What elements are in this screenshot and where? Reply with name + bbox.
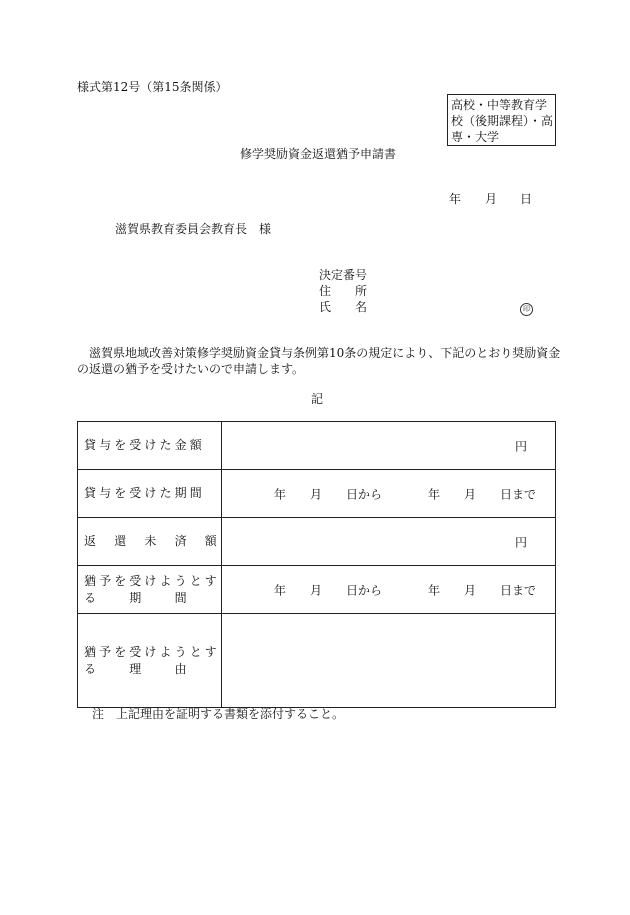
table-row [78, 518, 556, 566]
ki-heading: 記 [311, 392, 324, 406]
name-label: 氏 名 [319, 300, 368, 314]
date-year: 年 [449, 192, 462, 206]
yen-unit: 円 [514, 535, 527, 549]
table-row [78, 422, 556, 470]
table-row [78, 470, 556, 518]
period-from: 年 月 日から [274, 583, 383, 597]
decision-number-label: 決定番号 [319, 268, 368, 282]
table-row [78, 566, 556, 614]
table-row [78, 614, 556, 708]
body-text-line: の返還の猶予を受けたいので申請します。 [77, 362, 305, 376]
form-number: 様式第12号（第15条関係） [77, 80, 228, 94]
addressee: 滋賀県教育委員会教育長 様 [115, 222, 272, 236]
date-month: 月 [485, 192, 498, 206]
address-label: 住 所 [319, 284, 368, 298]
seal-icon: 印 [520, 303, 533, 316]
school-type-line: 専・大学 [451, 130, 500, 144]
row-label: 返 還 未 済 額 [78, 518, 222, 566]
row-label: 貸与を受けた金額 [78, 422, 222, 470]
deferral-reason-field[interactable] [222, 614, 556, 708]
yen-unit: 円 [514, 439, 527, 453]
footnote: 注 上記理由を証明する書類を添付すること。 [92, 707, 345, 721]
document-title: 修学奨励資金返還猶予申請書 [240, 147, 397, 161]
period-to: 年 月 日まで [428, 583, 537, 597]
deferral-period-field[interactable] [222, 566, 556, 614]
application-table [77, 421, 556, 708]
school-type-line: 高校・中等教育学 [451, 98, 548, 112]
seal-mark [520, 300, 533, 316]
unpaid-amount-field[interactable] [222, 518, 556, 566]
loan-period-field[interactable] [222, 470, 556, 518]
row-label: 貸与を受けた期間 [78, 470, 222, 518]
period-from: 年 月 日から [274, 487, 383, 501]
amount-loaned-field[interactable] [222, 422, 556, 470]
body-text-line: 滋賀県地域改善対策修学奨励資金貸与条例第10条の規定により、下記のとおり奨励資金 [77, 346, 561, 360]
row-label: 猶予を受けようとす る 期 間 [78, 566, 222, 614]
row-label: 猶予を受けようとす る 理 由 [78, 614, 222, 708]
date-day: 日 [520, 192, 533, 206]
school-type-box [447, 94, 556, 146]
school-type-line: 校（後期課程）・高 [451, 114, 554, 128]
period-to: 年 月 日まで [428, 487, 537, 501]
